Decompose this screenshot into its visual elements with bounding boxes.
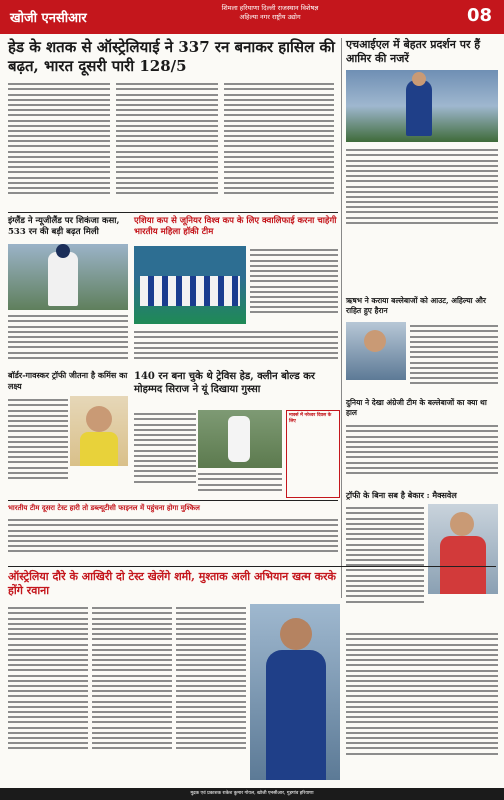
main-story-col-3 — [224, 80, 334, 210]
bottom-rule — [8, 566, 496, 567]
siraj-story-text-2 — [198, 470, 282, 496]
right-bottom-text — [346, 630, 498, 782]
shami-story-col-3 — [176, 604, 246, 782]
right-top-text — [346, 146, 498, 236]
wtc-headline: भारतीय टीम दूसरा टेस्ट हारी तो डब्ल्यूटीसी फाइनल में पहुंचना होगा मुश्किल — [8, 503, 200, 512]
side-box — [286, 410, 340, 498]
maxwell-story-text — [346, 504, 424, 624]
siraj-action-photo — [198, 410, 282, 468]
england-story-text — [8, 312, 128, 364]
brand-name: खोजी एनसीआर — [10, 11, 87, 26]
trophy-headline: बॉर्डर-गावस्कर ट्रॉफी जीतना है कमिंस का लक्ष्य — [8, 370, 128, 391]
hockey-story-col-2 — [134, 328, 338, 364]
hockey-team-photo — [134, 246, 246, 324]
world-story-text — [346, 422, 498, 486]
maxwell-photo — [428, 504, 498, 594]
shami-story-col-1 — [8, 604, 88, 782]
main-story-col-1 — [8, 80, 110, 210]
date-line: शिमला हरियाणा दिल्ली राजस्थान विशेषज्ञ — [221, 4, 319, 12]
rishabh-story-text — [410, 322, 498, 396]
right-top-headline: एचआईएल में बेहतर प्रदर्शन पर हैं आमिर की नजरें — [346, 38, 481, 65]
hockey-headline: एशिया कप से जूनियर विश्व कप के लिए क्वालिफाई करना चाहेगी भारतीय महिला हॉकी टीम — [134, 216, 337, 237]
masthead — [0, 0, 504, 34]
siraj-headline: 140 रन बना चुके थे ट्रेविस हेड, क्लीन बोल्ड कर मोहम्मद सिराज ने यूं दिखाया गुस्सा — [134, 371, 315, 395]
side-box-headline: मार्क्स में नरेश्वर दिवस के लिए — [289, 413, 332, 424]
wtc-story-text — [8, 516, 338, 562]
shami-story-col-2 — [92, 604, 172, 782]
cricketer-photo-right — [346, 70, 498, 142]
trophy-story-text — [8, 396, 68, 496]
siraj-story-text — [134, 410, 196, 496]
column-divider — [341, 38, 342, 598]
strip-rule-top — [8, 500, 338, 501]
england-headline: इंग्लैंड ने न्यूजीलैंड पर शिकंजा कसा, 533 रन की बड़ी बढ़त मिली — [8, 216, 120, 237]
rishabh-headline: ऋषभ ने कराया बल्लेबाजों को आउट, अहिल्या और राहित हुए हैरान — [346, 296, 486, 315]
hockey-story-col-1 — [250, 246, 338, 324]
main-story-col-2 — [116, 80, 218, 210]
shami-photo — [250, 604, 340, 780]
page-number: 08 — [466, 5, 492, 26]
sub-line: अहिल्या नगर राष्ट्रीय उद्योग — [239, 13, 301, 21]
shami-headline: ऑस्ट्रेलिया दौरे के आखिरी दो टेस्ट खेलेंगे शमी, मुश्ताक अली अभियान खत्म करके होंगे रवाना — [8, 570, 336, 597]
rishabh-photo — [346, 322, 406, 380]
maxwell-headline: ट्रॉफी के बिना सब है बेकार : मैक्सवेल — [346, 490, 457, 500]
england-batter-photo — [8, 244, 128, 310]
footer: मुद्रक एवं प्रकाशक राकेश कुमार गोयल, खोजी एनसीआर, गुड़गांव हरियाणा — [0, 788, 504, 800]
main-headline: हेड के शतक से ऑस्ट्रेलियाई ने 337 रन बनाकर हासिल की बढ़त, भारत दूसरी पारी 128/5 — [8, 38, 335, 75]
section-rule — [8, 212, 338, 213]
world-headline: दुनिया ने देखा अंग्रेजी टीम के बल्लेबाजों का क्या था हाल — [346, 398, 487, 417]
masthead-meta — [190, 4, 350, 22]
cummins-photo — [70, 396, 128, 466]
